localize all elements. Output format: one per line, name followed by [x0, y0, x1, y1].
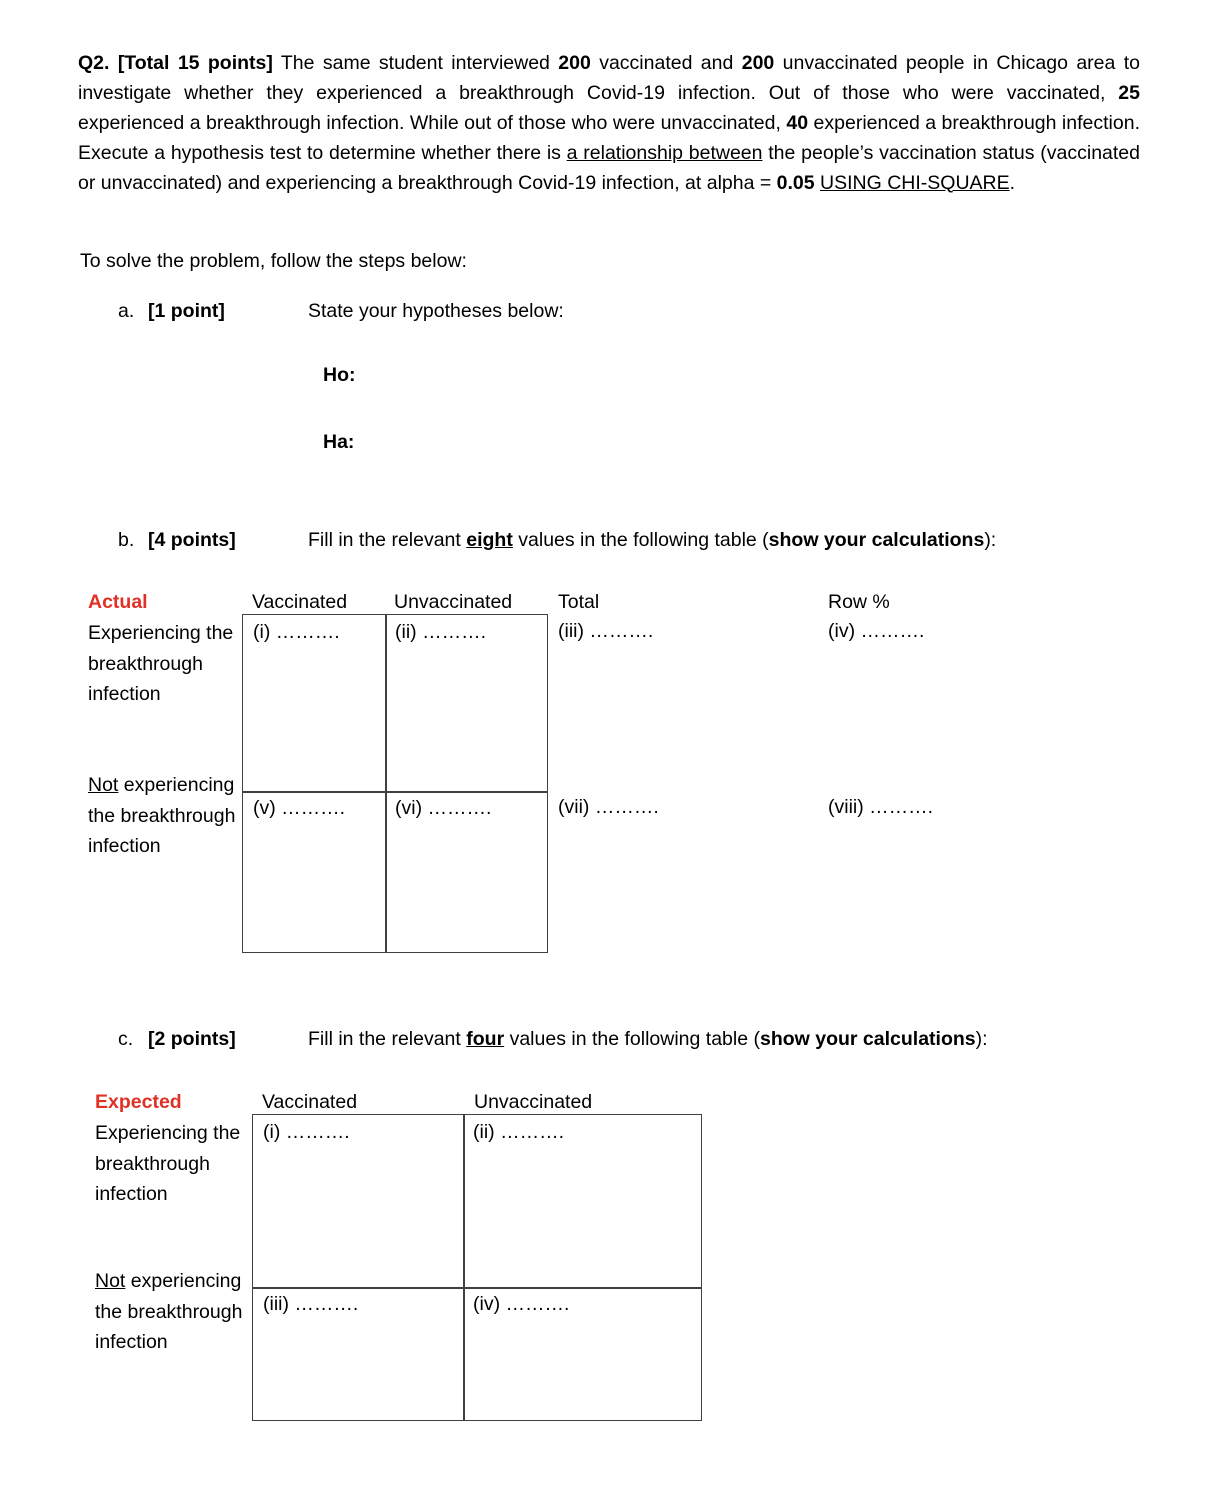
question-body-4: experienced a breakthrough infection. While out of those who were unvaccinated, — [78, 81, 1146, 134]
actual-col-header-vaccinated: Vaccinated — [252, 591, 348, 613]
alternative-hypothesis-label: Ha: — [323, 431, 355, 453]
step-b-desc-2: values in the following table ( — [512, 529, 769, 551]
actual-table-corner-label: Actual — [88, 591, 148, 613]
actual-table — [0, 588, 1208, 968]
step-c-description — [308, 1028, 988, 1050]
actual-col-header-unvaccinated: Unvaccinated — [394, 591, 513, 613]
step-c-count-word: four — [466, 1028, 505, 1050]
step-a — [118, 296, 564, 326]
expected-row2-label-not: Not — [95, 1270, 126, 1292]
value-alpha: 0.05 — [776, 171, 815, 194]
step-c-desc-2: values in the following table ( — [504, 1028, 760, 1050]
actual-row2-label-rest: experiencing the breakthrough infection — [88, 774, 236, 857]
step-b-points: [4 points] — [148, 529, 236, 551]
expected-row2-label-rest: experiencing the breakthrough infection — [95, 1270, 243, 1353]
actual-cell-vi[interactable]: (vi) ………. — [395, 797, 492, 819]
actual-cell-ii[interactable]: (ii) ………. — [395, 621, 486, 643]
actual-col-header-row-percent: Row % — [828, 591, 890, 613]
question-body-1: The same student interviewed — [272, 51, 559, 74]
actual-cell-i[interactable]: (i) ………. — [253, 621, 340, 643]
actual-col-header-total: Total — [558, 591, 600, 613]
actual-row2-label — [88, 770, 238, 862]
actual-table-grid — [242, 614, 548, 953]
question-body-8: . — [1009, 171, 1016, 194]
step-a-points: [1 point] — [148, 300, 225, 322]
value-unvaccinated-count: 200 — [741, 51, 775, 74]
step-b-desc-3: ): — [984, 529, 997, 551]
step-a-letter: a. — [118, 300, 135, 322]
step-b-letter: b. — [118, 529, 135, 551]
step-c-desc-1: Fill in the relevant — [308, 1028, 467, 1050]
question-body-2: vaccinated and — [590, 51, 742, 74]
step-c-letter: c. — [118, 1028, 134, 1050]
question-body-3: unvaccinated people in Chicago area to investigate whether they experienced a breakthrough Covid-19 infection. Out of those who were vaccinated, — [78, 51, 1146, 104]
actual-table-column-divider — [385, 615, 387, 952]
underlined-relationship-phrase: a relationship between — [566, 141, 763, 164]
instruction-line: To solve the problem, follow the steps below: — [80, 250, 467, 272]
step-c-show-calculations: show your calculations — [759, 1028, 976, 1050]
expected-table — [0, 1088, 1208, 1438]
expected-table-grid — [252, 1114, 702, 1421]
step-b-show-calculations: show your calculations — [768, 529, 985, 551]
step-c-points: [2 points] — [148, 1028, 236, 1050]
actual-cell-iii[interactable]: (iii) ………. — [558, 620, 654, 642]
expected-table-row-divider — [253, 1287, 701, 1289]
null-hypothesis-label: Ho: — [323, 364, 356, 386]
expected-col-header-unvaccinated: Unvaccinated — [474, 1091, 593, 1113]
expected-cell-iv[interactable]: (iv) ………. — [473, 1293, 570, 1315]
method-chi-square: USING CHI-SQUARE — [820, 171, 1010, 194]
actual-row2-label-not: Not — [88, 774, 119, 796]
expected-table-corner-label: Expected — [95, 1091, 182, 1113]
actual-row1-label: Experiencing the breakthrough infection — [88, 622, 234, 705]
question-body-5: experienced a breakthrough infection. Execute a hypothesis test to determine whether there is — [78, 111, 1146, 164]
step-c-desc-3: ): — [975, 1028, 988, 1050]
value-breakthrough-unvaccinated: 40 — [786, 111, 809, 134]
question-body-6: the people’s vaccination status (vaccinated or unvaccinated) and experiencing a breakthrough Covid-19 infection, at alpha = — [78, 141, 1146, 194]
step-b-description — [308, 529, 996, 551]
actual-cell-vii[interactable]: (vii) ………. — [558, 796, 659, 818]
actual-cell-iv[interactable]: (iv) ………. — [828, 620, 925, 642]
expected-table-column-divider — [463, 1115, 465, 1420]
step-b — [118, 525, 996, 555]
value-vaccinated-count: 200 — [558, 51, 591, 74]
value-breakthrough-vaccinated: 25 — [1118, 81, 1140, 104]
step-c — [118, 1024, 988, 1054]
step-b-desc-1: Fill in the relevant — [308, 529, 467, 551]
question-label: Q2. — [78, 51, 110, 74]
expected-row2-label — [95, 1266, 245, 1358]
expected-col-header-vaccinated: Vaccinated — [262, 1091, 358, 1113]
expected-cell-iii[interactable]: (iii) ………. — [263, 1293, 359, 1315]
actual-table-row-divider — [243, 791, 547, 793]
expected-row1-label: Experiencing the breakthrough infection — [95, 1122, 241, 1205]
question-points-tag: [Total 15 points] — [117, 51, 273, 74]
expected-cell-ii[interactable]: (ii) ………. — [473, 1121, 564, 1143]
actual-cell-viii[interactable]: (viii) ………. — [828, 796, 934, 818]
step-a-description: State your hypotheses below: — [308, 300, 564, 322]
question-paragraph — [78, 48, 1146, 198]
expected-cell-i[interactable]: (i) ………. — [263, 1121, 350, 1143]
actual-cell-v[interactable]: (v) ………. — [253, 797, 346, 819]
step-b-count-word: eight — [466, 529, 513, 551]
